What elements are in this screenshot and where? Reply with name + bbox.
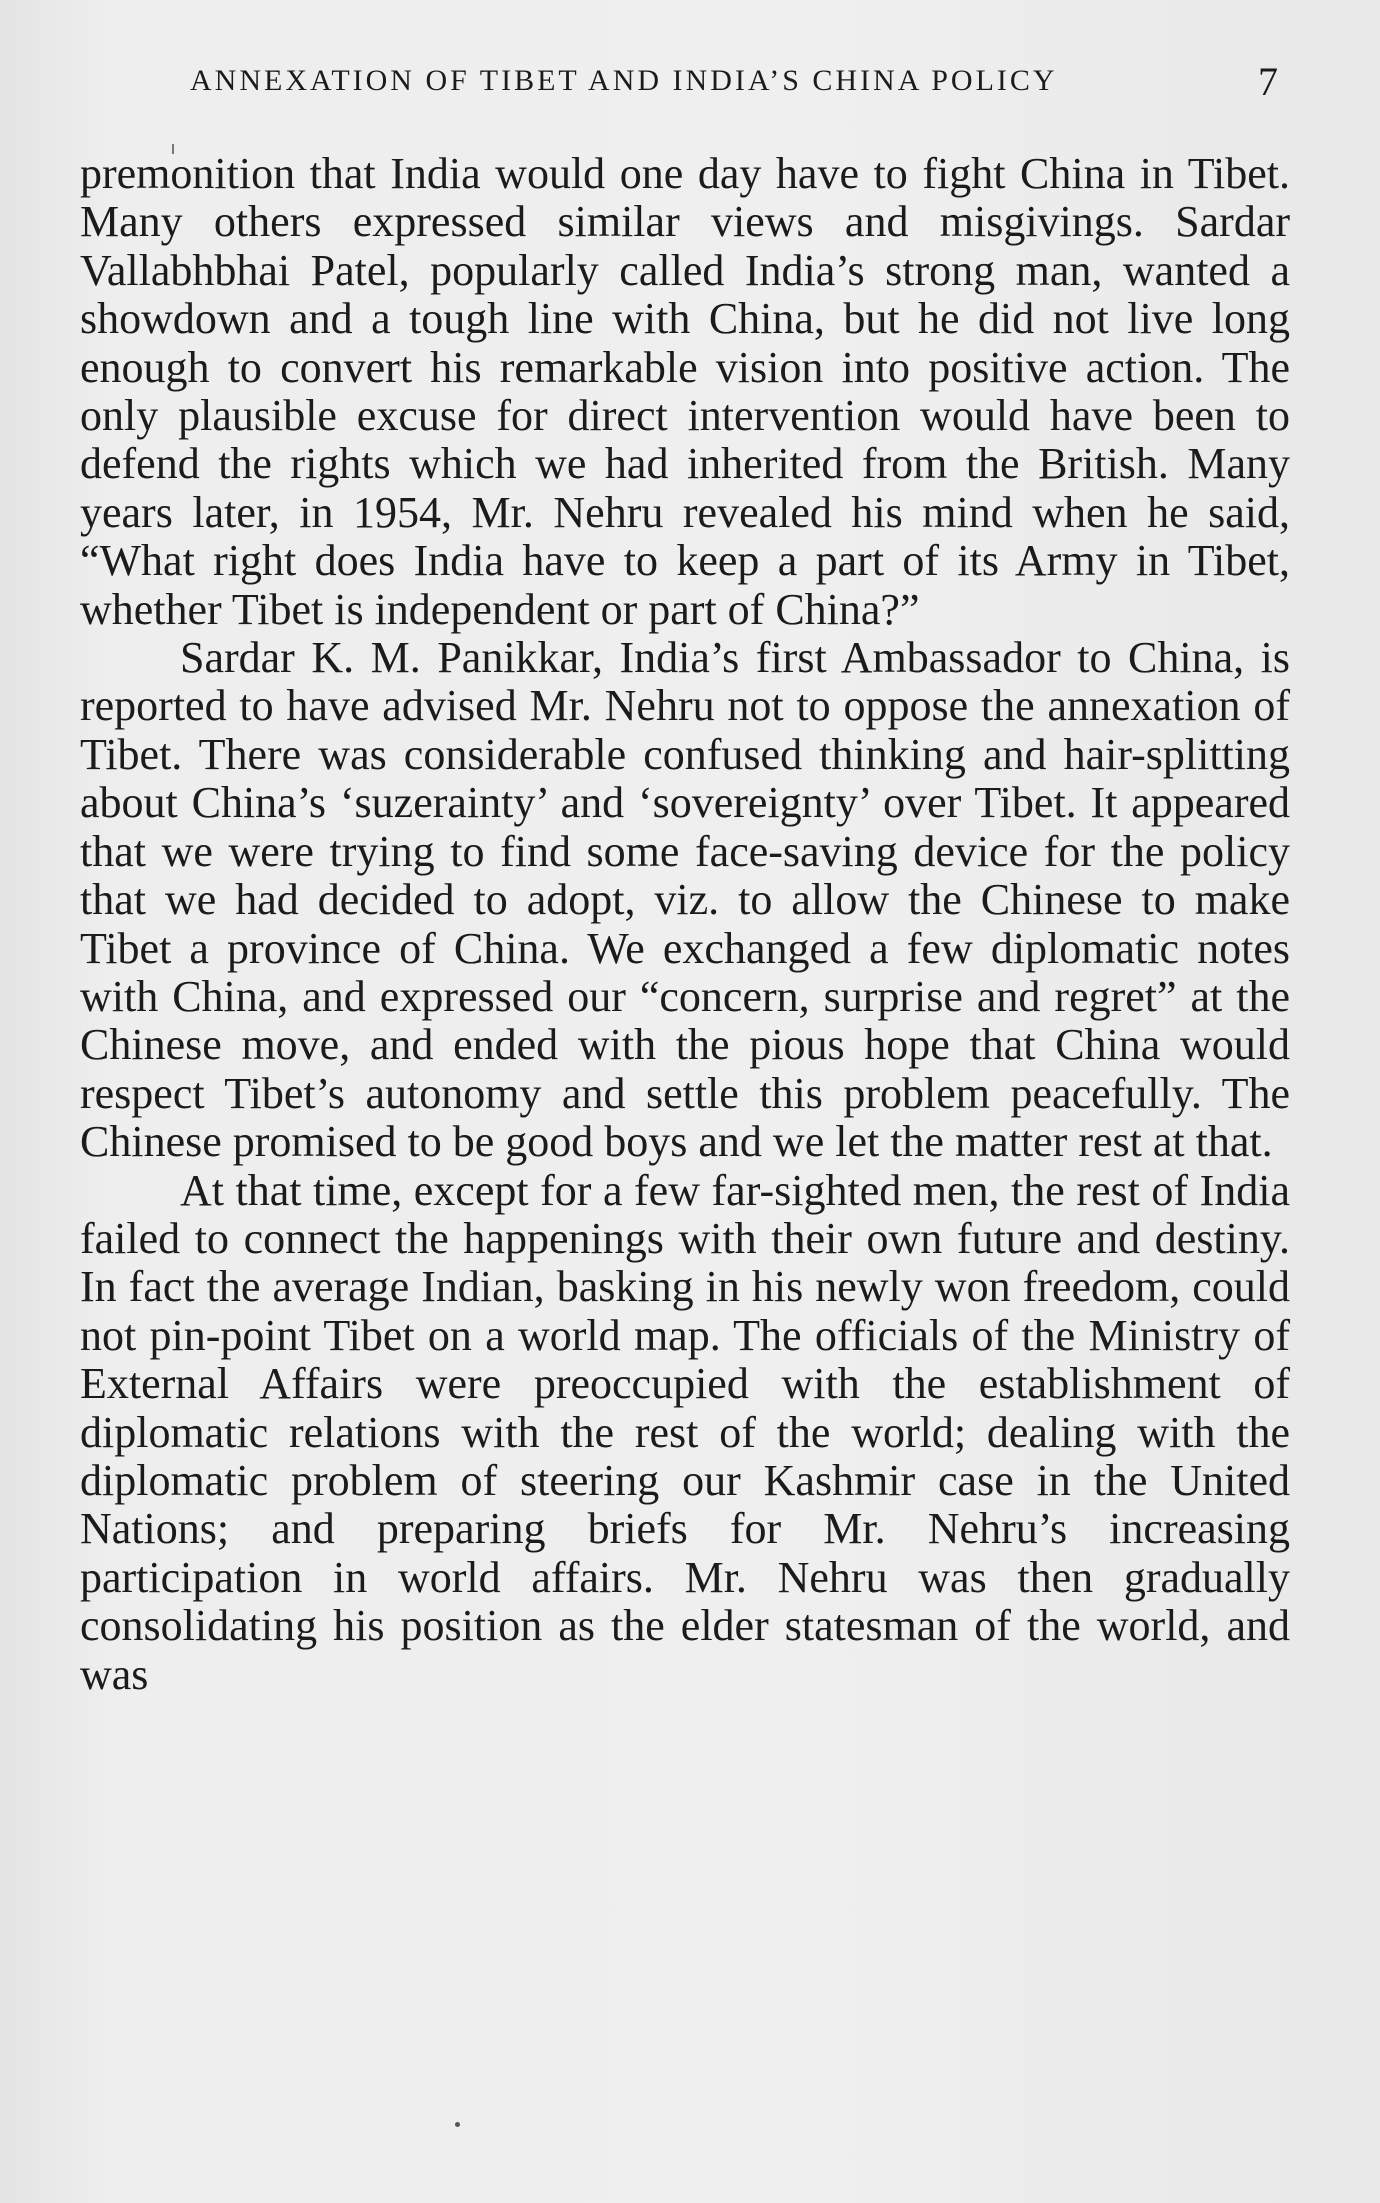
paragraph-1: premonition that India would one day have to fight China in Tibet. Many others expressed similar views and misgivings. Sardar Vallabhbhai Patel, popularly called India’s strong man, wanted a showdown and a tough line with China, but he did not live long enough to convert his remarkable vision into positive action. The only plausible excuse for direct intervention would have been to defend the rights which we had inherited from the British. Many years later, in 1954, Mr. Nehru revealed his mind when he said, “What right does India have to keep a part of its Army in Tibet, whether Tibet is independent or part of China?” — [80, 149, 1290, 634]
running-head: ANNEXATION OF TIBET AND INDIA’S CHINA POLICY — [190, 64, 1058, 97]
page-number: 7 — [1258, 59, 1278, 104]
paragraph-3: At that time, except for a few far-sighted men, the rest of India failed to connect the happenings with their own future and destiny. In fact the average Indian, basking in his newly won freedom, could not pin-point Tibet on a world map. The officials of the Ministry of External Affairs were preoccupied with the establishment of diplomatic relations with the rest of the world; dealing with the diplomatic problem of steering our Kashmir case in the United Nations; and preparing briefs for Mr. Nehru’s increasing participation in world affairs. Mr. Nehru was then gradually consolidating his position as the elder statesman of the world, and was — [80, 1165, 1290, 1699]
print-speck — [455, 2122, 460, 2127]
body-text — [80, 150, 1290, 1699]
paragraph-2: Sardar K. M. Panikkar, India’s first Ambassador to China, is reported to have advised Mr. Nehru not to oppose the annexation of Tibet. There was considerable confused thinking and hair-splitting about China’s ‘suzerainty’ and ‘sovereignty’ over Tibet. It appeared that we were trying to find some face-saving device for the policy that we had decided to adopt, viz. to allow the Chinese to make Tibet a province of China. We exchanged a few diplomatic notes with China, and expressed our “concern, surprise and regret” at the Chinese move, and ended with the pious hope that China would respect Tibet’s autonomy and settle this problem peacefully. The Chinese promised to be good boys and we let the matter rest at that. — [80, 633, 1290, 1167]
